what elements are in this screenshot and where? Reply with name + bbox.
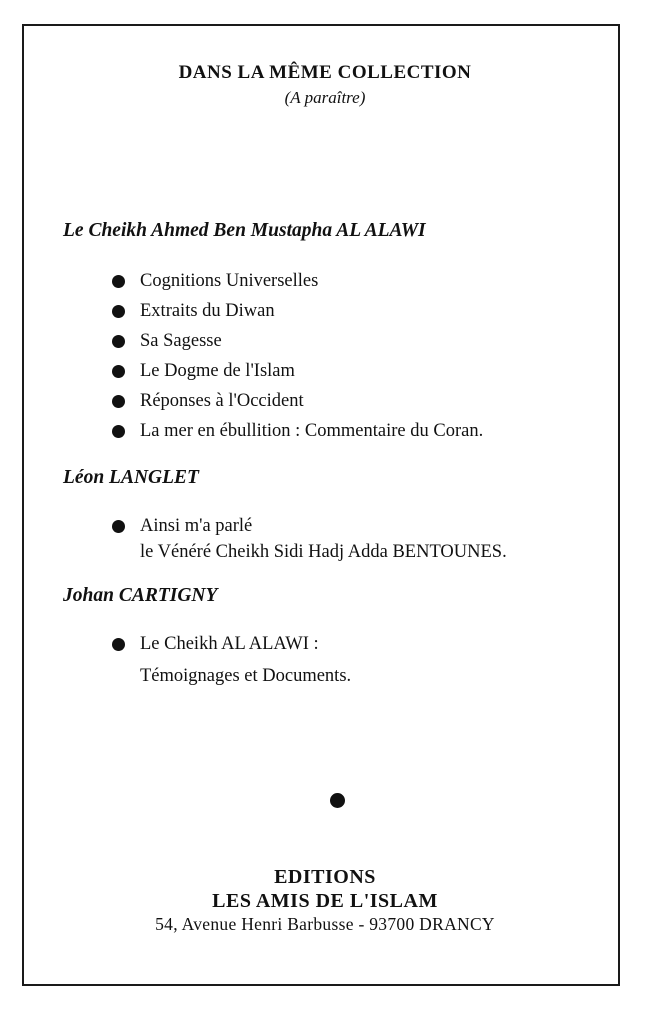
separator-dot-icon	[330, 793, 345, 808]
bullet-icon	[112, 425, 125, 438]
publisher-line: EDITIONS	[274, 866, 376, 888]
bullet-icon	[112, 395, 125, 408]
list-item-line: Le Cheikh AL ALAWI :	[140, 634, 319, 654]
bullet-icon	[112, 275, 125, 288]
bullet-icon	[112, 365, 125, 378]
publisher-name: LES AMIS DE L'ISLAM	[212, 890, 438, 912]
author-heading: Johan CARTIGNY	[63, 585, 218, 606]
list-item	[112, 298, 275, 324]
list-item-label: Sa Sagesse	[140, 331, 222, 351]
bullet-icon	[112, 520, 125, 533]
list-item-label: Cognitions Universelles	[140, 271, 319, 291]
list-item	[112, 268, 318, 294]
list-item-line: Ainsi m'a parlé	[140, 516, 253, 536]
bullet-icon	[112, 335, 125, 348]
list-item	[112, 388, 304, 414]
list-item-label	[140, 631, 351, 689]
list-item-label: Le Dogme de l'Islam	[140, 361, 295, 381]
list-item-label: Réponses à l'Occident	[140, 391, 304, 411]
list-item	[112, 358, 295, 384]
list-item-label	[140, 513, 507, 565]
list-item-line: Témoignages et Documents.	[140, 666, 352, 686]
list-item	[112, 631, 351, 689]
bullet-icon	[112, 305, 125, 318]
list-item	[112, 513, 507, 565]
list-item-label: Extraits du Diwan	[140, 301, 275, 321]
publisher-address: 54, Avenue Henri Barbusse - 93700 DRANCY	[155, 914, 495, 934]
bullet-icon	[112, 638, 125, 651]
list-item-label: La mer en ébullition : Commentaire du Coran.	[140, 421, 484, 441]
page-border	[22, 24, 620, 986]
list-item-line: le Vénéré Cheikh Sidi Hadj Adda BENTOUNES.	[140, 542, 507, 562]
collection-subtitle: (A paraître)	[284, 88, 366, 107]
author-heading: Le Cheikh Ahmed Ben Mustapha AL ALAWI	[63, 220, 426, 241]
list-item	[112, 328, 222, 354]
list-item	[112, 418, 483, 444]
collection-title: DANS LA MÊME COLLECTION	[178, 62, 472, 83]
author-heading: Léon LANGLET	[63, 467, 199, 488]
